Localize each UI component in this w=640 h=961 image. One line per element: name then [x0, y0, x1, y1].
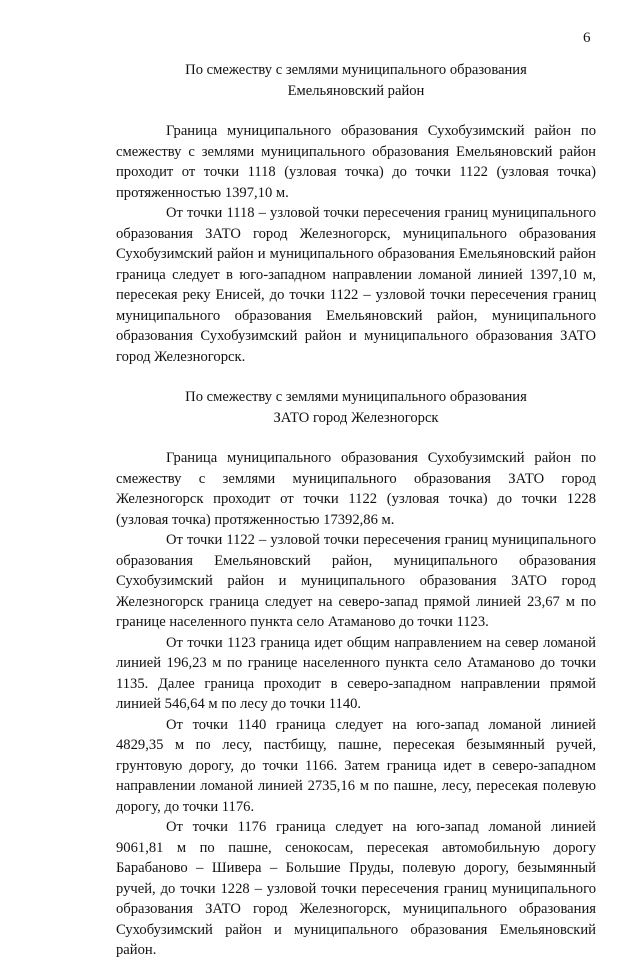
page-number: 6 — [583, 30, 591, 46]
section-heading — [116, 60, 596, 101]
paragraph: От точки 1140 граница следует на юго-запад ломаной линией 4829,35 м по лесу, пастбищу, пашне, пересекая безымянный ручей, грунтовую дорогу, до точки 1166. Затем граница идет в северо-западном направлении ломаной линией 2735,16 м по пашне, лесу, пересекая полевую дорогу, до точки 1176. — [116, 716, 596, 815]
paragraph: Граница муниципального образования Сухобузимский район по смежеству с землями муниципального образования Емельяновский район проходит от точки 1118 (узловая точка) до точки 1122 (узловая точка) протяженностью 1397,10 м. — [116, 123, 596, 201]
section-heading-line: По смежеству с землями муниципального образования — [185, 389, 527, 405]
paragraph: От точки 1123 граница идет общим направлением на север ломаной линией 196,23 м по границе населенного пункта село Атаманово до точки 1135. Далее граница проходит в северо-западном направлении прямой линией 546,64 м по лесу до точки 1140. — [116, 634, 596, 712]
section-heading — [116, 387, 596, 428]
section-heading-line: По смежеству с землями муниципального образования — [185, 62, 527, 78]
document-body — [116, 60, 596, 961]
paragraph: От точки 1118 – узловой точки пересечения границ муниципального образования ЗАТО город Железногорск, муниципального образования Сухобузимский район и муниципального образования Емельяновский район граница следует в юго-западном направлении ломаной линией 1397,10 м, пересекая реку Енисей, до точки 1122 – узловой точки пересечения границ муниципального образования Емельяновский район, муниципального образования Сухобузимский район и муниципального образования ЗАТО город Железногорск. — [116, 205, 596, 365]
paragraph: От точки 1122 – узловой точки пересечения границ муниципального образования Емельяновский район, муниципального образования Сухобузимский район и муниципального образования ЗАТО город Железногорск граница следует на северо-запад прямой линией 23,67 м по границе населенного пункта село Атаманово до точки 1123. — [116, 532, 596, 630]
paragraph: Граница муниципального образования Сухобузимский район по смежеству с землями муниципального образования ЗАТО город Железногорск проходит от точки 1122 (узловая точка) до точки 1228 (узловая точка) протяженностью 17392,86 м. — [116, 450, 596, 528]
section-heading-line: ЗАТО город Железногорск — [273, 409, 439, 426]
paragraph: От точки 1176 граница следует на юго-запад ломаной линией 9061,81 м по пашне, сенокосам, пересекая автомобильную дорогу Барабаново – Шивера – Большие Пруды, полевую дорогу, безымянный ручей, до точки 1228 – узловой точки пересечения границ муниципального образования ЗАТО город Железногорск, муниципального образования Сухобузимский район и муниципального образования Емельяновский район. — [116, 819, 596, 958]
section-heading-line: Емельяновский район — [287, 82, 425, 99]
